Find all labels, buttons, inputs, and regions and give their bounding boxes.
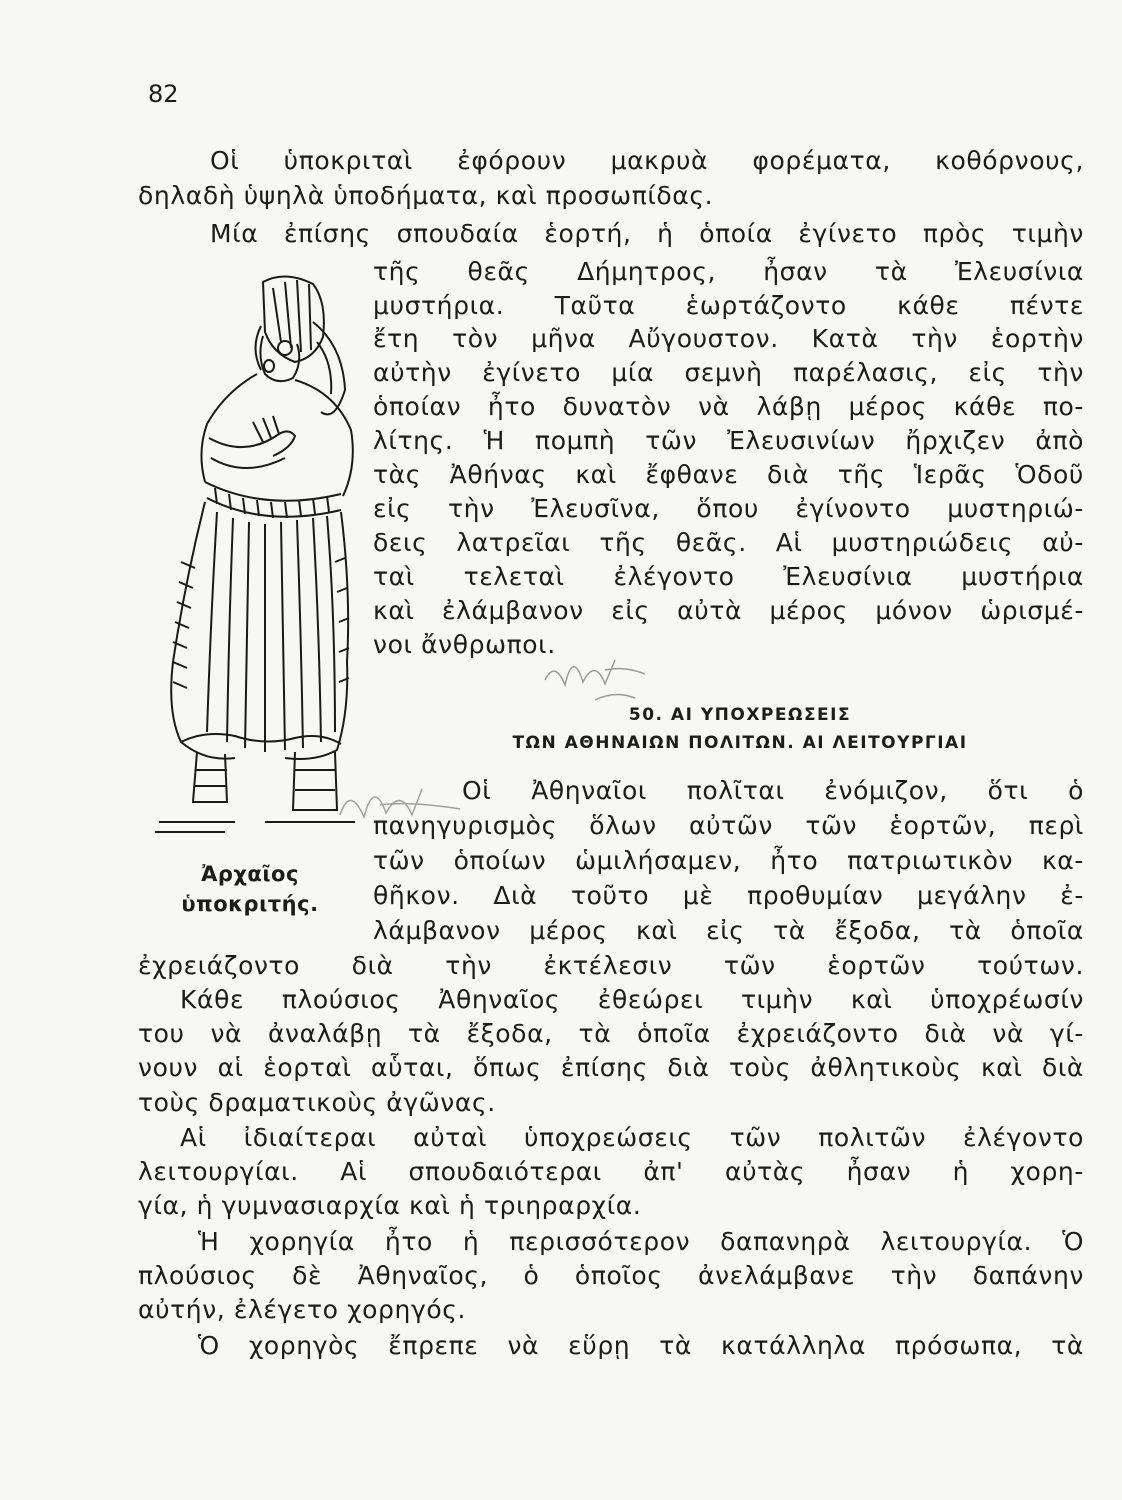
section-heading-line-2: ΤΩΝ ΑΘΗΝΑΙΩΝ ΠΟΛΙΤΩΝ. ΑΙ ΛΕΙΤΟΥΡΓΙΑΙ bbox=[512, 733, 968, 753]
text-line: εἰς τὴν Ἐλευσῖνα, ὅπου ἐγίνοντο μυστηριώ- bbox=[373, 494, 1084, 523]
text-line: ὁποίαν ἦτο δυνατὸν νὰ λάβῃ μέρος κάθε πο- bbox=[373, 392, 1084, 421]
text-line: πανηγυρισμὸς ὅλων αὐτῶν τῶν ἑορτῶν, περὶ bbox=[373, 811, 1084, 840]
section-heading-line-1: 50. ΑΙ ΥΠΟΧΡΕΩΣΕΙΣ bbox=[628, 705, 852, 725]
text-line: Ἡ χορηγία ἦτο ἡ περισσότερον δαπανηρὰ λειτουργία. Ὁ bbox=[198, 1227, 1084, 1256]
text-line: Μία ἐπίσης σπουδαία ἑορτή, ἡ ὁποία ἐγίνετο πρὸς τιμὴν bbox=[210, 219, 1084, 248]
text-line: νουν αἱ ἑορταὶ αὗται, ὅπως ἐπίσης διὰ τοὺς ἀθλητικοὺς καὶ διὰ bbox=[138, 1053, 1084, 1082]
ancient-actor-illustration-icon bbox=[145, 262, 370, 852]
text-line: πλούσιος δὲ Ἀθηναῖος, ὁ ὁποῖος ἀνελάμβανε τὴν δαπάνην bbox=[138, 1261, 1084, 1290]
text-line: Ὁ χορηγὸς ἔπρεπε νὰ εὕρῃ τὰ κατάλληλα πρόσωπα, τὰ bbox=[198, 1331, 1084, 1360]
figure-caption-line-1: Ἀρχαῖος bbox=[201, 862, 299, 886]
text-line: νοι ἄνθρωποι. bbox=[373, 630, 556, 659]
text-line: γία, ἡ γυμνασιαρχία καὶ ἡ τριηραρχία. bbox=[138, 1191, 642, 1220]
text-line: λειτουργίαι. Αἱ σπουδαιότεραι ἀπ' αὐτὰς ἦσαν ἡ χορη- bbox=[138, 1157, 1084, 1186]
text-line: αὐτὴν ἐγίνετο μία σεμνὴ παρέλασις, εἰς τὴν bbox=[373, 358, 1084, 387]
text-line: δεις λατρεῖαι τῆς θεᾶς. Αἱ μυστηριώδεις αὐ- bbox=[373, 528, 1084, 557]
text-line: λάμβανον μέρος καὶ εἰς τὰ ἔξοδα, τὰ ὁποῖα bbox=[373, 916, 1084, 945]
text-line: ἔτη τὸν μῆνα Αὔγουστον. Κατὰ τὴν ἑορτὴν bbox=[373, 324, 1084, 353]
text-line: αὐτήν, ἐλέγετο χορηγός. bbox=[138, 1295, 467, 1324]
text-line: δηλαδὴ ὑψηλὰ ὑποδήματα, καὶ προσωπίδας. bbox=[138, 181, 714, 210]
text-line: τὰς Ἀθήνας καὶ ἔφθανε διὰ τῆς Ἱερᾶς Ὁδοῦ bbox=[373, 460, 1084, 489]
text-line: τῶν ὁποίων ὡμιλήσαμεν, ἦτο πατριωτικὸν κα- bbox=[373, 846, 1084, 875]
text-line: μυστήρια. Ταῦτα ἑωρτάζοντο κάθε πέντε bbox=[373, 291, 1084, 320]
text-line: Κάθε πλούσιος Ἀθηναῖος ἐθεώρει τιμὴν καὶ ὑποχρέωσίν bbox=[180, 985, 1084, 1014]
figure-caption-line-2: ὑποκριτής. bbox=[181, 892, 319, 916]
text-line: Αἱ ἰδιαίτεραι αὐταὶ ὑποχρεώσεις τῶν πολιτῶν ἐλέγοντο bbox=[180, 1123, 1084, 1152]
page-number: 82 bbox=[148, 80, 179, 108]
text-line: τοὺς δραματικοὺς ἀγῶνας. bbox=[138, 1088, 496, 1117]
text-line: του νὰ ἀναλάβῃ τὰ ἔξοδα, τὰ ὁποῖα ἐχρειάζοντο διὰ νὰ γί- bbox=[138, 1019, 1084, 1048]
text-line: θῆκον. Διὰ τοῦτο μὲ προθυμίαν μεγάλην ἐ- bbox=[373, 881, 1084, 910]
text-line: ἐχρειάζοντο διὰ τὴν ἐκτέλεσιν τῶν ἑορτῶν τούτων. bbox=[138, 951, 1084, 980]
text-line: Οἱ Ἀθηναῖοι πολῖται ἐνόμιζον, ὅτι ὁ bbox=[462, 776, 1084, 805]
text-line: τῆς θεᾶς Δήμητρος, ἦσαν τὰ Ἐλευσίνια bbox=[373, 257, 1084, 286]
text-line: λίτης. Ἡ πομπὴ τῶν Ἐλευσινίων ἤρχιζεν ἀπὸ bbox=[373, 426, 1084, 455]
pencil-scribble-icon bbox=[330, 765, 470, 845]
pencil-scribble-icon bbox=[535, 640, 665, 720]
text-line: καὶ ἐλάμβανον εἰς αὐτὰ μέρος μόνον ὡρισμέ- bbox=[373, 596, 1084, 625]
text-line: Οἱ ὑποκριταὶ ἐφόρουν μακρυὰ φορέματα, κοθόρνους, bbox=[210, 146, 1084, 175]
text-line: ταὶ τελεταὶ ἐλέγοντο Ἐλευσίνια μυστήρια bbox=[373, 562, 1084, 591]
